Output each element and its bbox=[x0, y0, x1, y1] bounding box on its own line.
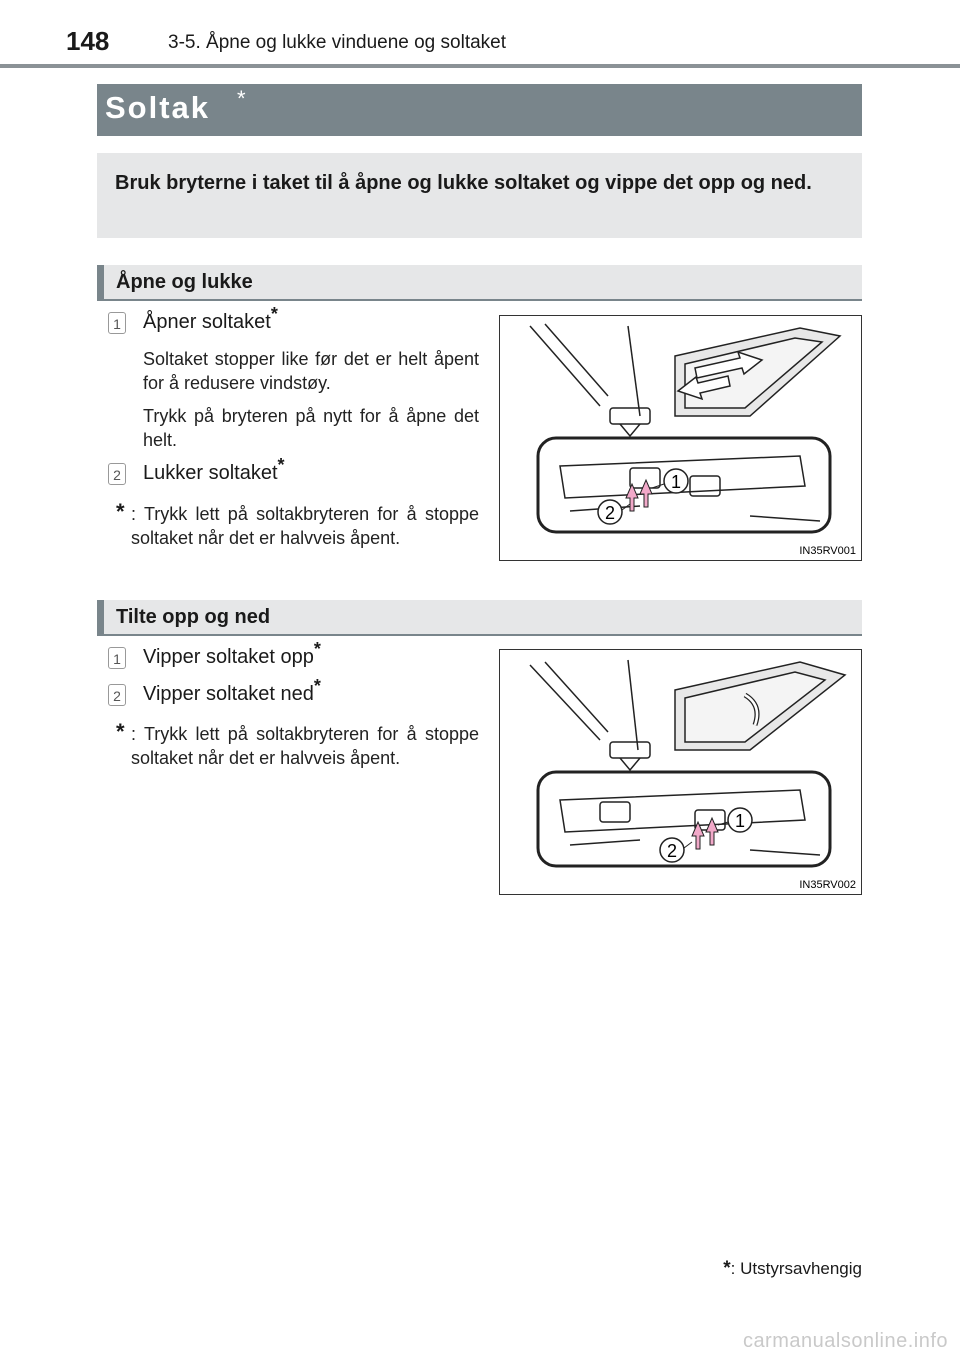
step-label-text: Vipper soltaket ned bbox=[143, 683, 314, 705]
step-label-close bbox=[143, 455, 285, 485]
step-asterisk: * bbox=[313, 639, 321, 659]
title-asterisk: * bbox=[237, 86, 246, 111]
note-text: : Trykk lett på soltakbryteren for å stoppe soltaket når det er halvveis åpent. bbox=[131, 724, 479, 768]
page-number: 148 bbox=[66, 26, 110, 56]
figure-code: IN35RV001 bbox=[799, 545, 856, 557]
step-number-2: 2 bbox=[108, 463, 126, 485]
watermark: carmanualsonline.info bbox=[742, 1330, 948, 1352]
callout-1: 1 bbox=[734, 811, 746, 831]
section-heading-open-close bbox=[97, 265, 862, 301]
step-label-text: Åpner soltaket bbox=[143, 311, 271, 333]
note-asterisk: * bbox=[116, 499, 125, 524]
sunroof-switch-illustration bbox=[500, 650, 861, 894]
section-heading-text: Åpne og lukke bbox=[116, 271, 253, 293]
section-heading-text: Tilte opp og ned bbox=[116, 606, 271, 628]
header-divider bbox=[0, 64, 960, 68]
illustration-open-close bbox=[499, 315, 862, 561]
intro-text: Bruk bryterne i taket til å åpne og lukke soltaket og vippe det opp og ned. bbox=[115, 172, 812, 194]
section-title-bar bbox=[97, 84, 862, 136]
footnote bbox=[723, 1258, 862, 1280]
step-number-1: 1 bbox=[108, 647, 126, 669]
step-label-text: Vipper soltaket opp bbox=[143, 646, 314, 668]
step-label-text: Lukker soltaket bbox=[143, 462, 278, 484]
footnote-asterisk: * bbox=[723, 1258, 731, 1279]
footnote-text: : Utstyrsavhengig bbox=[730, 1259, 862, 1278]
step-description: Soltaket stopper like før det er helt åpent for å redusere vindstøy. bbox=[143, 349, 479, 393]
sunroof-switch-illustration bbox=[500, 316, 861, 560]
callout-2: 2 bbox=[666, 841, 678, 861]
callout-2: 2 bbox=[604, 503, 616, 523]
figure-code: IN35RV002 bbox=[799, 879, 856, 891]
step-label-tilt-down bbox=[143, 676, 321, 706]
step-asterisk: * bbox=[313, 676, 321, 696]
step-label-tilt-up bbox=[143, 639, 321, 669]
step-label-open bbox=[143, 304, 278, 334]
note-asterisk: * bbox=[116, 719, 125, 744]
illustration-tilt bbox=[499, 649, 862, 895]
step-asterisk: * bbox=[277, 455, 285, 475]
page-title: Soltak bbox=[105, 90, 211, 125]
step-description: Trykk på bryteren på nytt for å åpne det helt. bbox=[143, 406, 479, 450]
step-asterisk: * bbox=[270, 304, 278, 324]
chapter-title: 3-5. Åpne og lukke vinduene og soltaket bbox=[168, 32, 507, 53]
step-number-2: 2 bbox=[108, 684, 126, 706]
step-number-1: 1 bbox=[108, 312, 126, 334]
section-heading-tilt bbox=[97, 600, 862, 636]
callout-1: 1 bbox=[670, 472, 682, 492]
note-text: : Trykk lett på soltakbryteren for å stoppe soltaket når det er halvveis åpent. bbox=[131, 504, 479, 548]
intro-box bbox=[97, 153, 862, 238]
